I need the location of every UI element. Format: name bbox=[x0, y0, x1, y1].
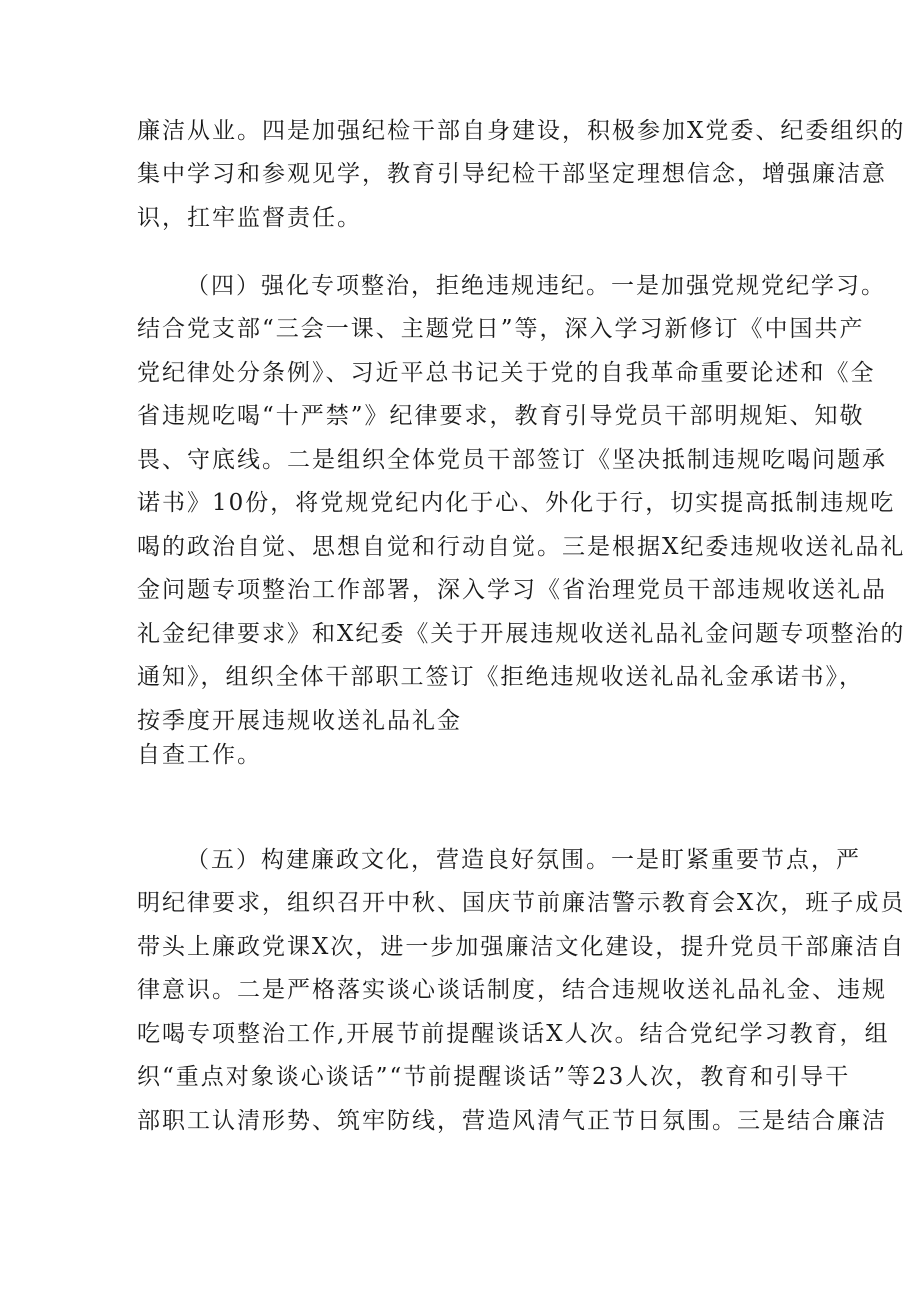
paragraph-2-line-1: （四）强化专项整治，拒绝违规违纪。一是加强党规党纪学习。 bbox=[186, 273, 886, 299]
paragraph-3-line-4: 律意识。二是严格落实谈心谈话制度，结合违规收送礼品礼金、违规 bbox=[137, 977, 887, 1003]
paragraph-2-line-7: 喝的政治自觉、思想自觉和行动自觉。三是根据X纪委违规收送礼品礼 bbox=[137, 534, 906, 560]
paragraph-1-line-3: 识，扛牢监督责任。 bbox=[137, 205, 362, 231]
paragraph-2-line-2: 结合党支部“三会一课、主题党日”等，深入学习新修订《中国共产 bbox=[137, 316, 865, 342]
paragraph-2-line-12: 自查工作。 bbox=[137, 742, 262, 768]
paragraph-2-line-8: 金问题专项整治工作部署，深入学习《省治理党员干部违规收送礼品 bbox=[137, 577, 887, 603]
paragraph-2-line-9: 礼金纪律要求》和X纪委《关于开展违规收送礼品礼金问题专项整治的 bbox=[137, 621, 906, 647]
paragraph-2-line-6: 诺书》10份，将党规党纪内化于心、外化于行，切实提高抵制违规吃 bbox=[137, 490, 896, 516]
paragraph-2-line-3: 党纪律处分条例》、习近平总书记关于党的自我革命重要论述和《全 bbox=[137, 360, 876, 386]
paragraph-1-line-1: 廉洁从业。四是加强纪检干部自身建设，积极参加X党委、纪委组织的 bbox=[137, 118, 906, 144]
paragraph-3-line-7: 部职工认清形势、筑牢防线，营造风清气正节日氛围。三是结合廉洁 bbox=[137, 1108, 887, 1134]
paragraph-3-line-6: 织“重点对象谈心谈话”“节前提醒谈话”等23人次，教育和引导干 bbox=[137, 1064, 851, 1090]
paragraph-2-line-4: 省违规吃喝“十严禁”》纪律要求，教育引导党员干部明规矩、知敬 bbox=[137, 403, 865, 429]
paragraph-2-line-11: 按季度开展违规收送礼品礼金 bbox=[137, 708, 462, 734]
paragraph-3-line-1: （五）构建廉政文化，营造良好氛围。一是盯紧重要节点，严 bbox=[186, 847, 861, 873]
paragraph-3-line-5: 吃喝专项整治工作,开展节前提醒谈话X人次。结合党纪学习教育，组 bbox=[137, 1021, 890, 1047]
paragraph-3-line-3: 带头上廉政党课X次，进一步加强廉洁文化建设，提升党员干部廉洁自 bbox=[137, 934, 906, 960]
paragraph-2-line-10: 通知》，组织全体干部职工签订《拒绝违规收送礼品礼金承诺书》， bbox=[137, 664, 864, 690]
paragraph-3-line-2: 明纪律要求，组织召开中秋、国庆节前廉洁警示教育会X次，班子成员 bbox=[137, 890, 906, 916]
paragraph-1-line-2: 集中学习和参观见学，教育引导纪检干部坚定理想信念，增强廉洁意 bbox=[137, 161, 887, 187]
paragraph-2-line-5: 畏、守底线。二是组织全体党员干部签订《坚决抵制违规吃喝问题承 bbox=[137, 447, 887, 473]
